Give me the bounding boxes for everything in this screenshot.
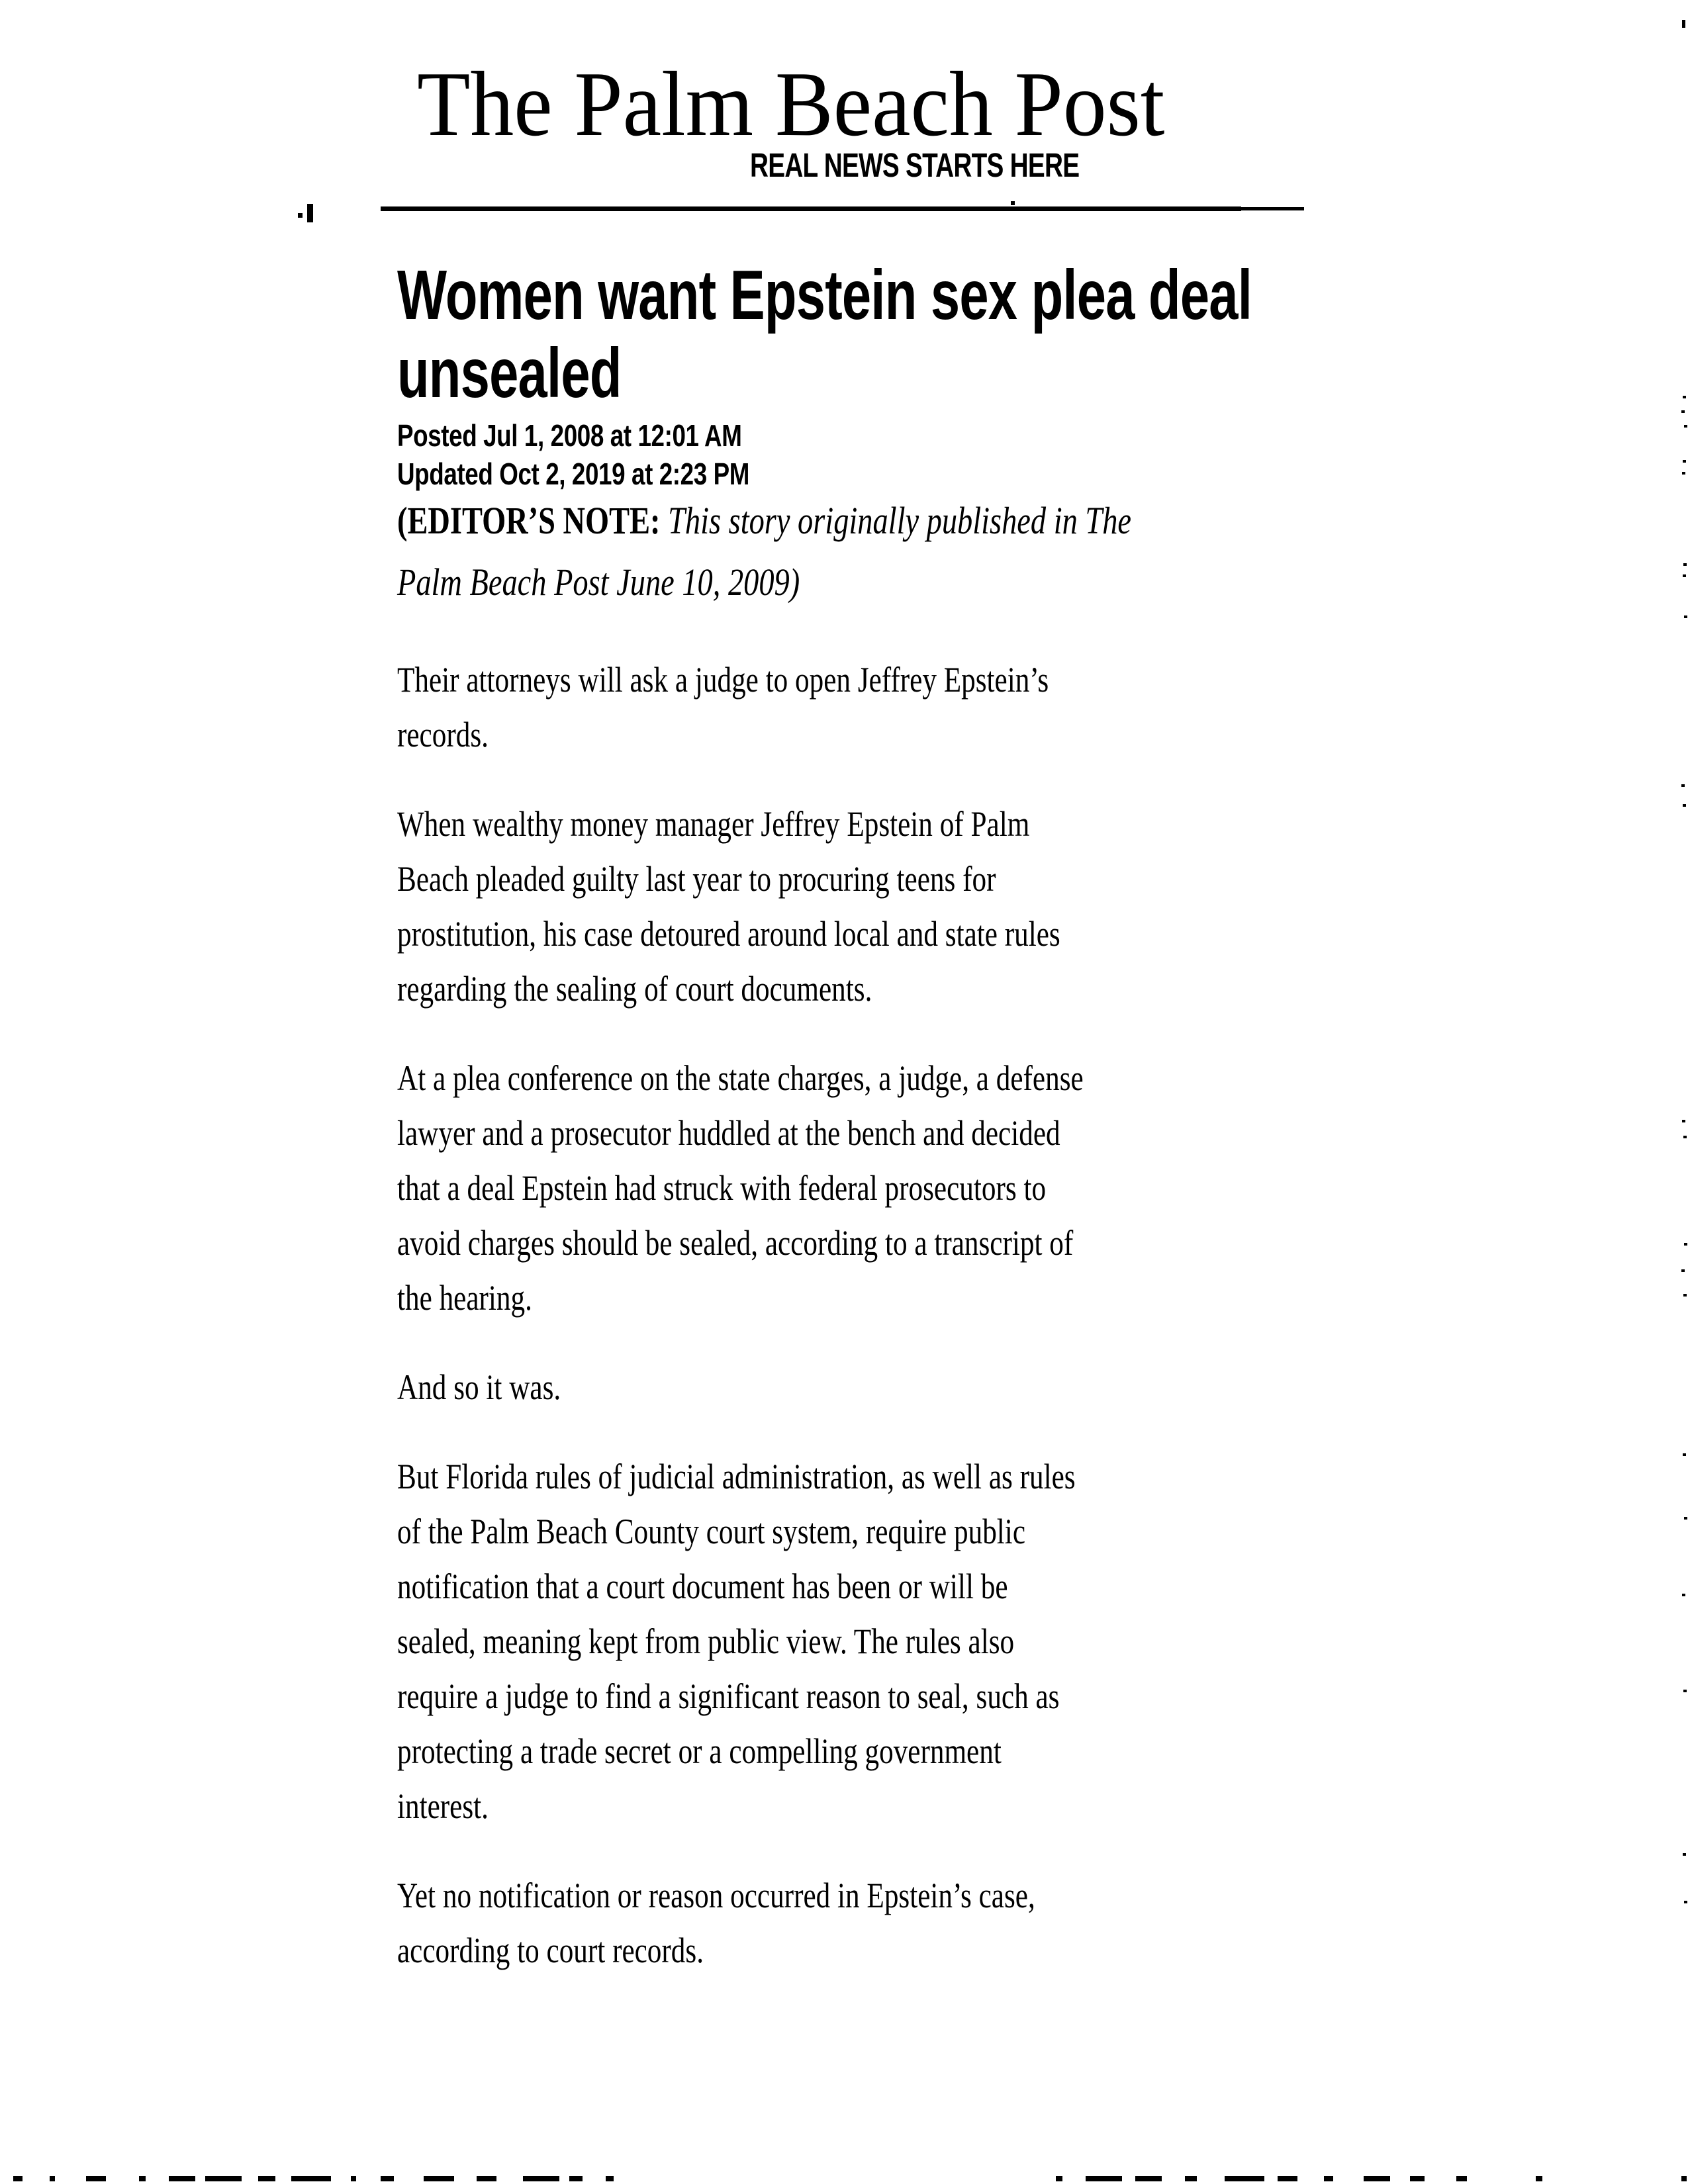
scan-noise-mark — [1684, 1517, 1687, 1520]
body-line: protecting a trade secret or a compelling government — [397, 1731, 1002, 1771]
scan-noise-mark — [1683, 804, 1686, 807]
scan-noise-mark — [569, 2176, 583, 2181]
headline-line: unsealed — [397, 334, 622, 412]
scan-noise-mark — [1086, 2176, 1122, 2181]
article-headline — [397, 256, 1252, 412]
scan-noise-mark — [1681, 784, 1685, 787]
scan-noise-mark — [307, 204, 313, 222]
scan-noise-mark — [1536, 2176, 1542, 2181]
scan-noise-mark — [1684, 1901, 1687, 1903]
editors-note-line — [397, 551, 1131, 613]
editors-note-label: (EDITOR’S NOTE: — [397, 499, 661, 542]
scan-noise-mark — [169, 2176, 195, 2181]
scan-noise-mark — [1456, 2176, 1467, 2181]
scan-noise-mark — [1682, 20, 1685, 28]
body-paragraph — [397, 1051, 1084, 1326]
editors-note — [397, 490, 1131, 613]
body-paragraph — [397, 653, 1084, 762]
scan-noise-mark — [351, 2176, 356, 2181]
scan-noise-mark — [381, 2176, 394, 2181]
scan-noise-mark — [1683, 1294, 1687, 1297]
scan-noise-mark — [13, 2176, 23, 2181]
scan-noise-mark — [523, 2176, 559, 2181]
scan-noise-mark — [1682, 472, 1685, 475]
body-line: that a deal Epstein had struck with federal prosecutors to — [397, 1168, 1047, 1208]
body-paragraph — [397, 1868, 1084, 1978]
body-line: lawyer and a prosecutor huddled at the bench and decided — [397, 1113, 1060, 1153]
scan-noise-mark — [424, 2176, 454, 2181]
body-line: require a judge to find a significant reason to seal, such as — [397, 1676, 1060, 1716]
posted-timestamp: Posted Jul 1, 2008 at 12:01 AM — [397, 418, 742, 453]
scan-noise-mark — [1056, 2176, 1062, 2181]
scan-noise-mark — [1681, 410, 1685, 413]
article-body — [397, 653, 1084, 2013]
scan-noise-mark — [298, 213, 303, 218]
body-line: Their attorneys will ask a judge to open Jeffrey Epstein’s — [397, 660, 1049, 700]
body-line: interest. — [397, 1786, 489, 1826]
scan-noise-mark — [1225, 2176, 1264, 2181]
scan-noise-mark — [606, 2176, 614, 2181]
body-line: Yet no notification or reason occurred in Epstein’s case, — [397, 1876, 1035, 1915]
scan-noise-mark — [1684, 615, 1687, 618]
scan-noise-mark — [1684, 1243, 1687, 1246]
body-line: notification that a court document has been or will be — [397, 1567, 1008, 1606]
body-line: avoid charges should be sealed, according to a transcript of — [397, 1223, 1074, 1263]
scan-noise-mark — [139, 2176, 146, 2181]
scan-noise-mark — [291, 2176, 331, 2181]
scan-noise-mark — [1683, 563, 1687, 566]
updated-timestamp: Updated Oct 2, 2019 at 2:23 PM — [397, 457, 750, 491]
scan-noise-mark — [1684, 425, 1687, 428]
body-line: according to court records. — [397, 1931, 704, 1970]
scan-noise-mark — [205, 2176, 242, 2181]
scan-noise-mark — [1683, 1853, 1686, 1856]
body-line: And so it was. — [397, 1367, 561, 1407]
body-line: sealed, meaning kept from public view. The rules also — [397, 1621, 1015, 1661]
masthead-rule — [381, 206, 1241, 211]
body-line: records. — [397, 715, 489, 754]
scan-noise-mark — [1185, 2176, 1197, 2181]
body-paragraph — [397, 797, 1084, 1017]
body-paragraph — [397, 1449, 1084, 1834]
scan-noise-mark — [1682, 1120, 1685, 1122]
scan-noise-mark — [1135, 2176, 1162, 2181]
editors-note-text: This story originally published in The — [668, 499, 1131, 542]
headline-line: Women want Epstein sex plea deal — [397, 256, 1252, 334]
body-line: When wealthy money manager Jeffrey Epstein of Palm — [397, 804, 1030, 844]
body-line: the hearing. — [397, 1278, 532, 1318]
body-line: But Florida rules of judicial administration, as well as rules — [397, 1457, 1076, 1496]
scan-noise-mark — [1683, 574, 1686, 577]
body-line: At a plea conference on the state charges, a judge, a defense — [397, 1058, 1084, 1098]
scan-noise-mark — [1681, 2176, 1687, 2181]
scan-noise-mark — [1683, 1453, 1686, 1456]
scan-noise-mark — [1681, 1269, 1685, 1272]
scan-noise-mark — [50, 2176, 55, 2181]
editors-note-line — [397, 490, 1131, 551]
scan-noise-mark — [1683, 1690, 1687, 1692]
scan-noise-mark — [1683, 460, 1686, 463]
scan-noise-mark — [477, 2176, 496, 2181]
masthead-rule-tail — [1238, 207, 1304, 210]
scan-noise-mark — [1683, 1136, 1687, 1138]
masthead-title: The Palm Beach Post — [417, 53, 1165, 156]
body-line: regarding the sealing of court documents. — [397, 969, 872, 1009]
scan-noise-mark — [1682, 1594, 1685, 1596]
body-paragraph — [397, 1360, 1084, 1415]
body-line: prostitution, his case detoured around local and state rules — [397, 914, 1060, 954]
masthead-tagline: REAL NEWS STARTS HERE — [750, 146, 1080, 184]
scan-noise-mark — [1278, 2176, 1297, 2181]
scan-noise-mark — [1410, 2176, 1425, 2181]
body-line: Beach pleaded guilty last year to procuring teens for — [397, 859, 996, 899]
body-line: of the Palm Beach County court system, require public — [397, 1512, 1025, 1551]
scan-noise-mark — [1324, 2176, 1333, 2181]
article-meta — [397, 416, 749, 493]
scan-noise-mark — [258, 2176, 275, 2181]
scan-noise-mark — [1011, 201, 1015, 205]
scan-noise-mark — [1364, 2176, 1390, 2181]
editors-note-text: Palm Beach Post June 10, 2009) — [397, 561, 800, 604]
scan-noise-mark — [1683, 396, 1686, 398]
scan-noise-mark — [86, 2176, 106, 2181]
